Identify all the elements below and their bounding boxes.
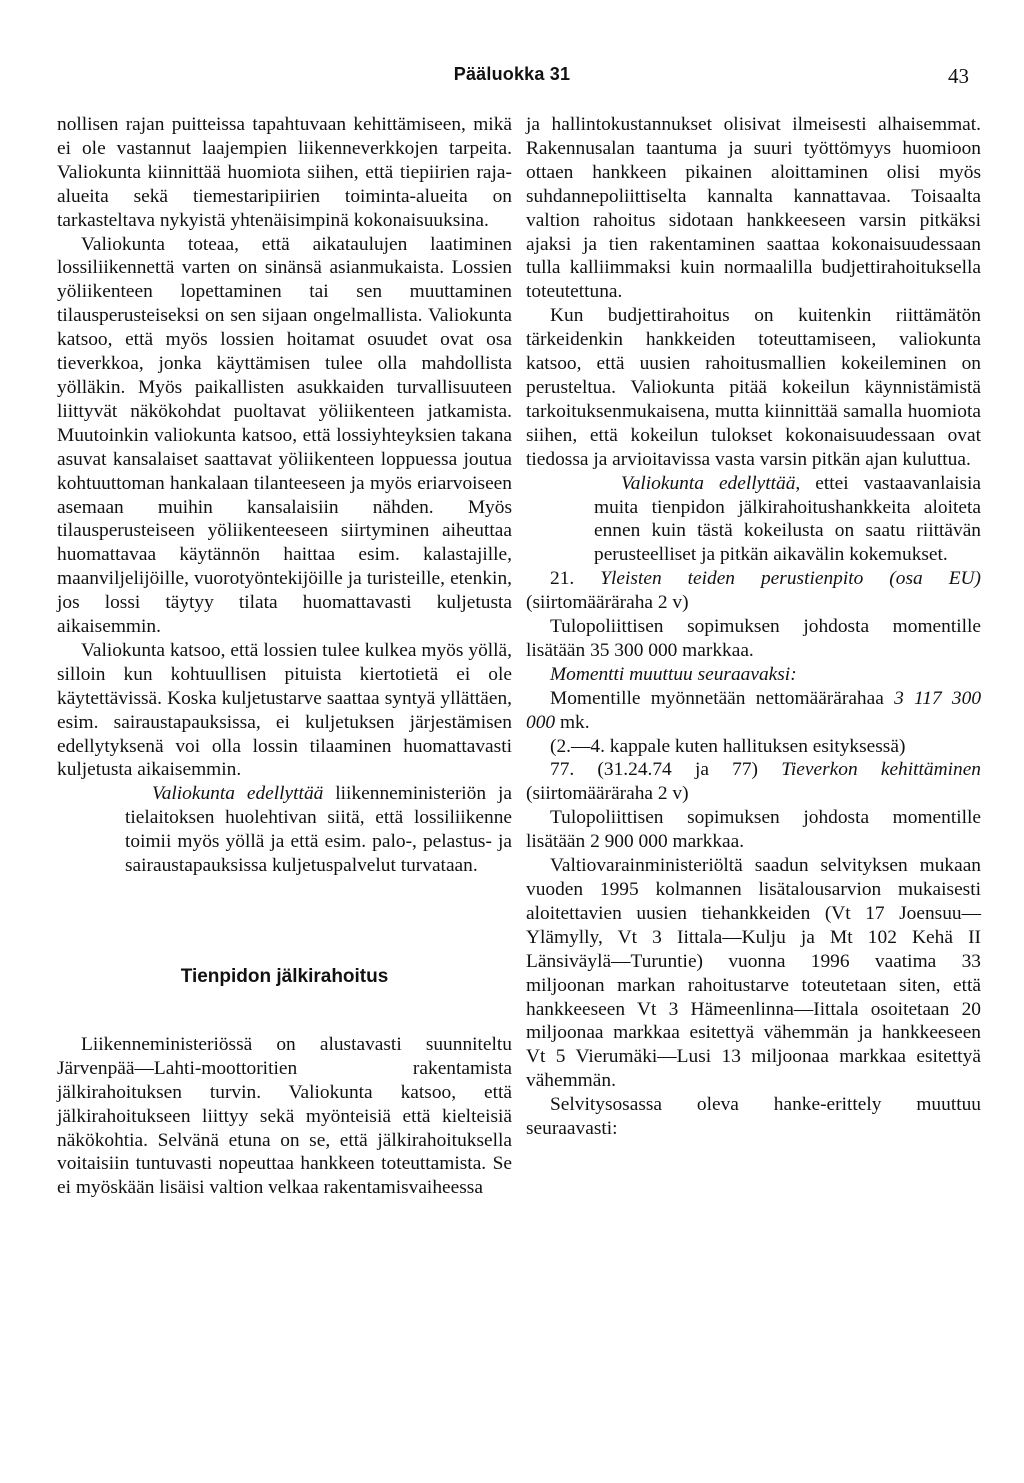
item-appropriation-type: (siirtomääräraha 2 v) bbox=[526, 783, 689, 805]
section-heading: Tienpidon jälkirahoitus bbox=[180, 966, 389, 987]
paragraph: Selvitysosassa oleva hanke-erittely muuttuu seuraavasti: bbox=[526, 1094, 981, 1140]
paragraph: Valiokunta katsoo, että lossien tulee kulkea myös yöllä, silloin kun kohtuullisen pituista kiertotietä ei ole käytettävissä. Koska kuljetustarve saattaa syntyä yllättäen, esim. sairaustapauksissa, ei kuljetuksen järjestämisen edellytyksenä voi olla lossin tilaaminen huomattavasti kuljetusta aikaisemmin. bbox=[57, 639, 512, 781]
paragraph: (2.—4. kappale kuten hallituksen esityksessä) bbox=[550, 735, 906, 757]
paragraph: Liikenneministeriössä on alustavasti suunniteltu Järvenpää—Lahti-moottoritien rakentamista jälkirahoituksen turvin. Valiokunta katsoo, että jälkirahoitukseen liittyy sekä myönteisiä että kielteisiä näkökohtia. Selvänä etuna on se, että jälkirahoituksella voitaisiin tuntuvasti nopeuttaa hankkeen toteuttamista. Se ei myöskään lisäisi valtion velkaa rakentamisvaiheessa bbox=[57, 1033, 512, 1199]
paragraph: Kun budjettirahoitus on kuitenkin riittämätön tärkeidenkin hankkeiden toteuttamiseen, valiokunta katsoo, että uusien rahoitusmallien kokeileminen on perusteltua. Valiokunta pitää kokeilun käynnistämistä tarkoituksenmukaisena, mutta kiinnittää samalla huomiota siihen, että kokeilun tulokset kokonaisuudessaan ovat tiedossa ja arvioitavissa vasta varsin pitkän ajan kuluttua. bbox=[526, 305, 981, 470]
amount-text: Momentille myönnetään nettomäärärahaa bbox=[550, 687, 895, 709]
budget-item-21 bbox=[526, 567, 981, 615]
item-title: Yleisten teiden perustienpito (osa EU) bbox=[600, 568, 981, 590]
budget-item-77 bbox=[526, 758, 981, 806]
resolution-text: , ettei vastaavanlaisia muita tienpidon jälkirahoitushankkeita aloiteta ennen kuin tästä kokeilusta on saatu riittävän perusteelliset ja pitkän aikavälin kokemukset. bbox=[594, 472, 981, 566]
item-title: Tieverkon kehittäminen bbox=[781, 759, 981, 781]
paragraph: Tulopoliittisen sopimuksen johdosta momentille lisätään 35 300 000 markkaa. bbox=[526, 616, 981, 661]
page-number: 43 bbox=[948, 64, 969, 88]
item-number: 77. (31.24.74 ja 77) bbox=[550, 759, 782, 781]
paragraph: Valiokunta toteaa, että aikataulujen laatiminen lossiliikennettä varten on sinänsä asianmukaista. Lossien yöliikenteen lopettaminen tai sen muuttaminen tilausperusteiseksi on sen sijaan ongelmallista. Valiokunta katsoo, että myös lossien hoitamat osuudet ovat osa tieverkkoa, jonka käyttämisen tulee olla mahdollista yölläkin. Myös paikallisten asukkaiden turvallisuuteen liittyvät näkökohdat puoltavat yöliikenteen jatkamista. Muutoinkin valiokunta katsoo, että lossiyhteyksien takana asuvat kansalaiset saattavat yöliikenteen loppuessa joutua kohtuuttoman hankalaan tilanteeseen ja myös eriarvoiseen asemaan muihin kansalaisiin nähden. Myös tilausperusteiseen yöliikenteeseen siirtyminen aiheuttaa huomattavaa käytännön haittaa esim. kalastajille, maanviljelijöille, vuorotyöntekijöille ja turisteille, etenkin, jos lossi täytyy tilata huomattavasti kuljetusta aikaisemmin. bbox=[57, 233, 512, 638]
paragraph: Valtiovarainministeriöltä saadun selvityksen mukaan vuoden 1995 kolmannen lisätalousarvion mukaisesti aloitettavien uusien tiehankkeiden (Vt 17 Joensuu—Ylämylly, Vt 3 Iittala—Kulju ja Mt 102 Kehä II Länsiväylä—Turuntie) vuonna 1996 vaatima 33 miljoonan markan rahoitustarve toteutetaan siten, että hankkeeseen Vt 3 Hämeenlinna—Iittala osoitetaan 20 miljoonaa markkaa esitettyä vähemmän ja hankkeeseen Vt 5 Vierumäki—Lusi 13 miljoonaa markkaa esitettyä vähemmän. bbox=[526, 855, 981, 1092]
page-header-title: Pääluokka 31 bbox=[453, 64, 571, 84]
item-number: 21. bbox=[550, 568, 601, 590]
amount-unit: mk. bbox=[555, 711, 590, 733]
resolution-emphasis: Valiokunta edellyttää bbox=[152, 783, 324, 805]
resolution-text: liikenneministeriön ja tielaitoksen huolehtivan siitä, että lossiliikenne toimii myös yöllä ja että esim. palo-, pelastus- ja sairaustapauksissa kuljetuspalvelut turvataan. bbox=[125, 783, 512, 877]
right-column bbox=[526, 113, 981, 1141]
committee-resolution bbox=[125, 782, 512, 878]
resolution-emphasis: Valiokunta edellyttää bbox=[621, 472, 796, 494]
paragraph bbox=[526, 687, 981, 735]
left-column bbox=[57, 113, 512, 1200]
committee-resolution bbox=[594, 472, 981, 568]
paragraph: nollisen rajan puitteissa tapahtuvaan kehittämiseen, mikä ei ole vastannut laajempien liikenneverkkojen tarpeita. Valiokunta kiinnittää huomiota siihen, että tiepiirien raja-alueita sekä tiemestaripiirien toiminta-alueita on tarkasteltava nykyistä yhtenäisimpinä kokonaisuuksina. bbox=[57, 114, 512, 231]
item-appropriation-type: (siirtomääräraha 2 v) bbox=[526, 592, 689, 614]
italic-note: Momentti muuttuu seuraavaksi: bbox=[550, 663, 797, 685]
paragraph: ja hallintokustannukset olisivat ilmeisesti alhaisemmat. Rakennusalan taantuma ja suuri työttömyys huomioon ottaen hankkeen pikainen aloittaminen olisi myös suhdannepoliittiselta kannalta kannattavaa. Toisaalta valtion rahoitus sidotaan hankkeeseen varsin pitkäksi ajaksi ja tien rakentaminen saattaa kokonaisuudessaan tulla kalliimmaksi kuin normaalilla budjettirahoituksella toteutettuna. bbox=[526, 114, 981, 303]
amount-value: 3 117 300 000 bbox=[526, 687, 982, 733]
paragraph: Tulopoliittisen sopimuksen johdosta momentille lisätään 2 900 000 markkaa. bbox=[526, 807, 981, 853]
paragraph bbox=[526, 663, 981, 687]
